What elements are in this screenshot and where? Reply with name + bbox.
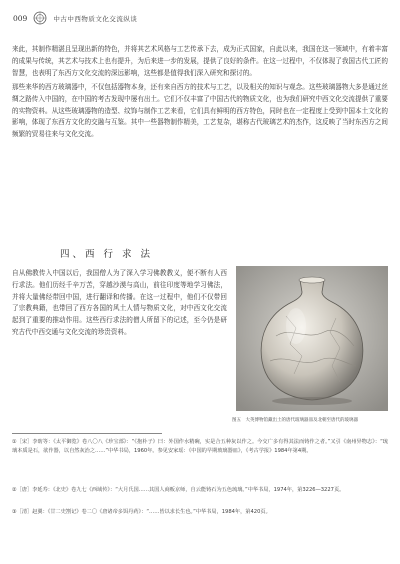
- footnote-2: ②［唐］李延寿：《北史》卷九七《西域传》：“大月氏国……其国人商贩京师，自云能铸石为五色琉璃。”中华书局，1974年，第3226—3227页。: [12, 487, 345, 493]
- figure-caption: 图五 大英博物馆藏出土的唐代玻璃器皿及北朝至唐代的玻璃器: [232, 418, 358, 423]
- glass-vase-photo: [236, 266, 388, 411]
- running-head: [13, 10, 137, 26]
- footnote-1: ①［宋］李昉等：《太平御览》卷八〇八《珍宝部》：“《抱朴子》曰：外国作水精碗，实是合五种灰以作之。今交广多有得其法而铸作之者。”又引《南州异物志》：“琉璃本质是石，欲作器，以自然灰治之……”中华书局，1960年。参见安家瑶：《中国的早期玻璃器皿》，《考古学报》1984年第4期。: [12, 439, 388, 454]
- body-paragraph-2: 那些来华的西方玻璃器中，不仅包括器物本身，还有来自西方的技术与工艺，以及相关的知识与观念。这些玻璃器物大多是通过丝绸之路传入中国的，在中国的考古发现中屡有出土。它们不仅丰富了中国古代的物质文化，也为我们研究中西文化交流提供了重要的实物资料。从这些玻璃器物的造型、纹饰与制作工艺来看，它们具有鲜明的西方特色，同时也在一定程度上受到中国本土文化的影响，体现了东西方文化的交融与互鉴。其中一些器物制作精美，工艺复杂，堪称古代玻璃艺术的杰作，这反映了当时东西方之间频繁的贸易往来与文化交流。: [12, 83, 388, 139]
- page-number: 009: [13, 13, 28, 23]
- footnote-3: ③［清］赵翼：《廿二史劄记》卷二〇《唐诸帝多饵丹药》：“……皆以求长生也。”中华书局，1984年，第420页。: [12, 509, 271, 515]
- body-paragraph-1: 来此，其制作精湛且呈现出新的特色，并将其艺术风格与工艺传承下去，成为正式国家，自此以来，我国在这一领域中，有着丰富的成果与传统，其艺术与技术上也有提升，为后来进一步的发展，提供了良好的条件。在这一过程中，不仅体现了我国古代工匠的智慧，也表明了东西方文化交流的深远影响，这些都是值得我们深入研究和探讨的。: [12, 45, 388, 77]
- ornament-icon: [33, 11, 47, 25]
- section-heading: 四、西 行 求 法: [60, 249, 154, 260]
- footnote-divider: [12, 433, 162, 434]
- body-paragraph-3: 自从佛教传入中国以后，我国僧人为了深入学习佛教教义，便不断有人西行求法。他们历经千辛万苦，穿越沙漠与高山，前往印度等地学习佛法，并将大量佛经带回中国，进行翻译和传播。在这一过程中，他们不仅带回了宗教典籍，也带回了西方各国的风土人情与物质文化，对中西文化交流起到了重要的推动作用。这些西行求法的僧人所留下的记述，至今仍是研究古代中西交通与文化交流的珍贵资料。: [12, 269, 227, 336]
- running-title: 中古中西物质文化交流纵谈: [53, 14, 138, 23]
